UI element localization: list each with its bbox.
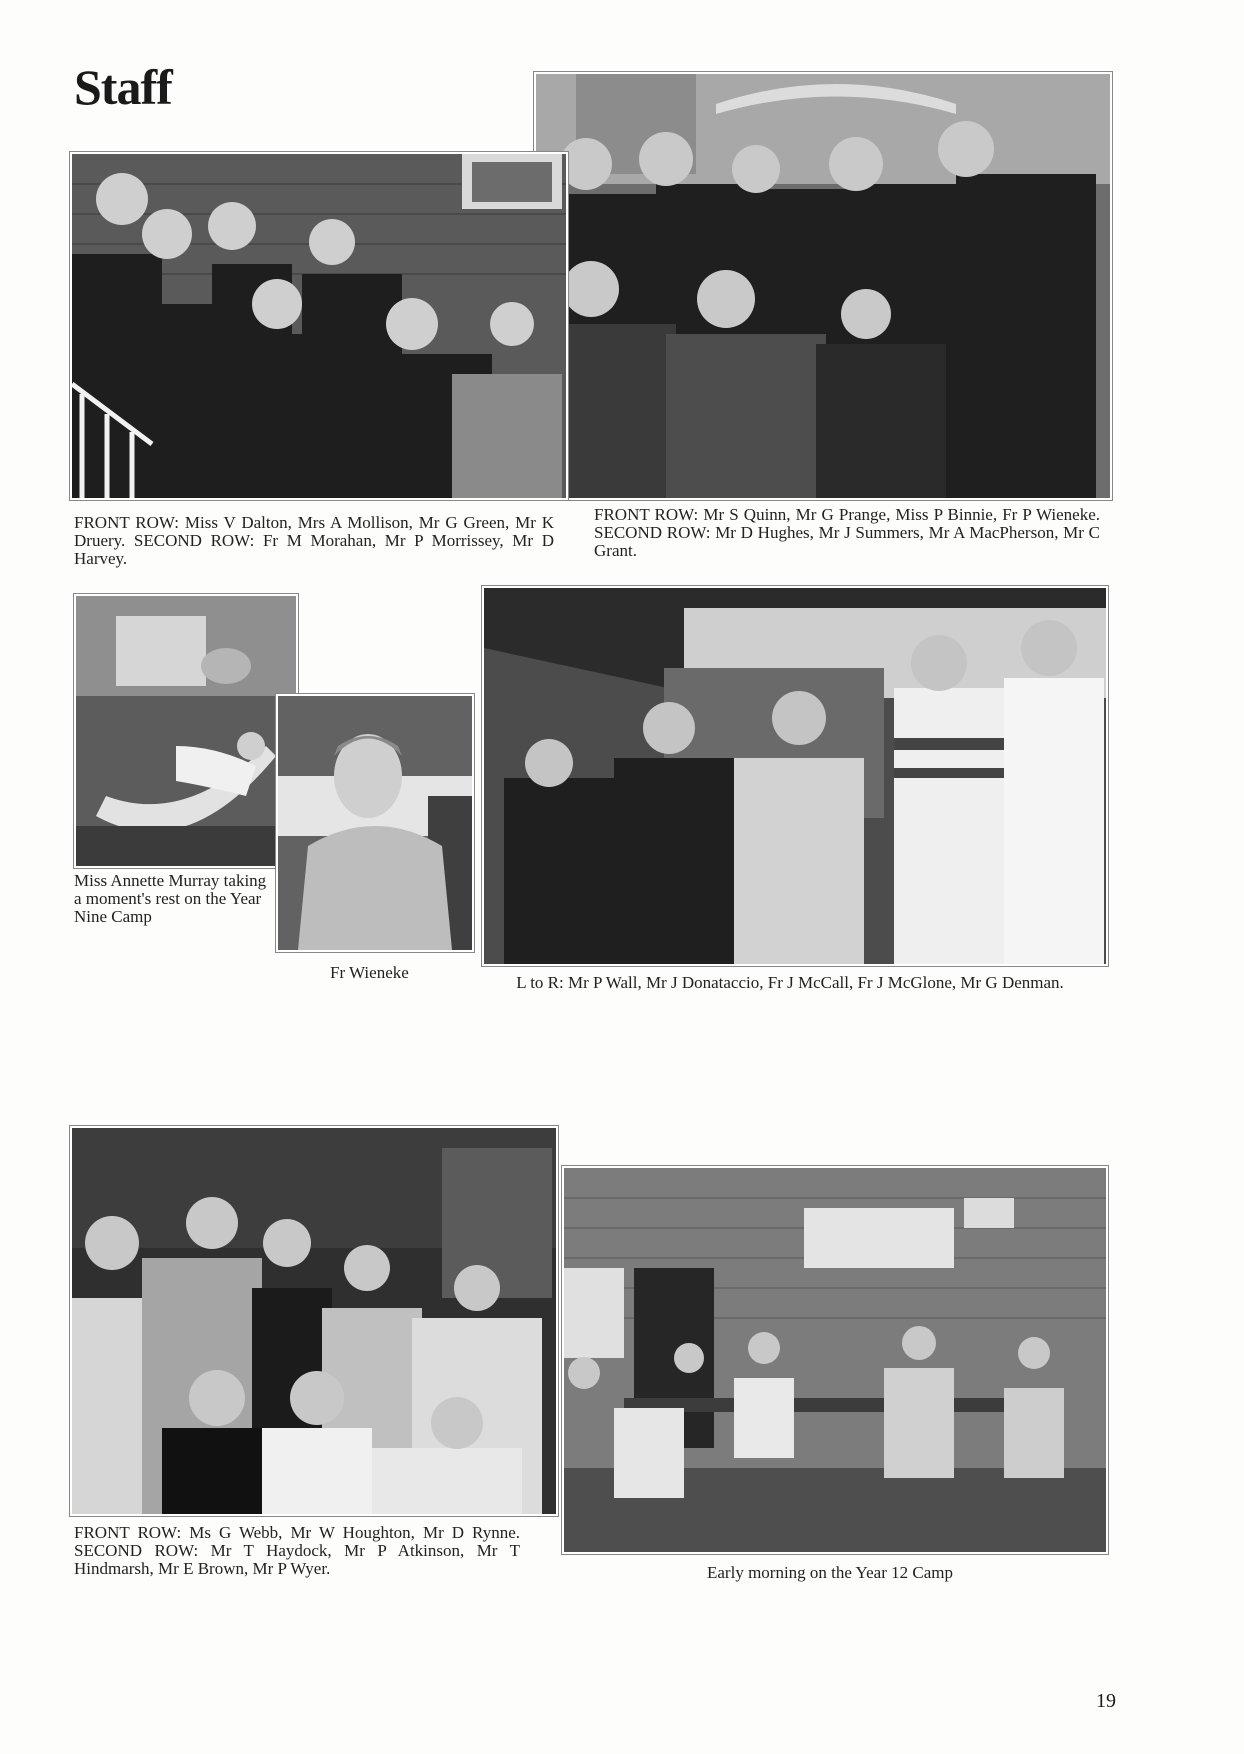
hammock-photo	[74, 594, 298, 868]
staff-group-photo-4	[70, 1126, 558, 1516]
staff-group-photo-1	[70, 152, 568, 500]
caption-photo-2: FRONT ROW: Mr S Quinn, Mr G Prange, Miss P Binnie, Fr P Wieneke. SECOND ROW: Mr D Hughes, Mr J Summers, Mr A MacPherson, Mr C Grant.	[594, 505, 1100, 560]
staff-group-photo-2	[534, 72, 1112, 500]
page-title: Staff	[74, 59, 172, 115]
caption-photo-5: L to R: Mr P Wall, Mr J Donataccio, Fr J McCall, Fr J McGlone, Mr G Denman.	[516, 973, 1064, 992]
caption-photo-4: Fr Wieneke	[330, 963, 409, 982]
caption-photo-7: Early morning on the Year 12 Camp	[707, 1563, 953, 1582]
caption-photo-3: Miss Annette Murray taking a moment's rest on the Year Nine Camp	[74, 871, 267, 926]
year12-camp-photo	[562, 1166, 1108, 1554]
staff-group-photo-3	[482, 586, 1108, 966]
caption-photo-6: FRONT ROW: Ms G Webb, Mr W Houghton, Mr D Rynne. SECOND ROW: Mr T Haydock, Mr P Atkinson, Mr T Hindmarsh, Mr E Brown, Mr P Wyer.	[74, 1523, 520, 1578]
portrait-photo	[276, 694, 474, 952]
caption-photo-1: FRONT ROW: Miss V Dalton, Mrs A Mollison, Mr G Green, Mr K Druery. SECOND ROW: Fr M Morahan, Mr P Morrissey, Mr D Harvey.	[74, 513, 554, 568]
page-number: 19	[1096, 1690, 1116, 1712]
